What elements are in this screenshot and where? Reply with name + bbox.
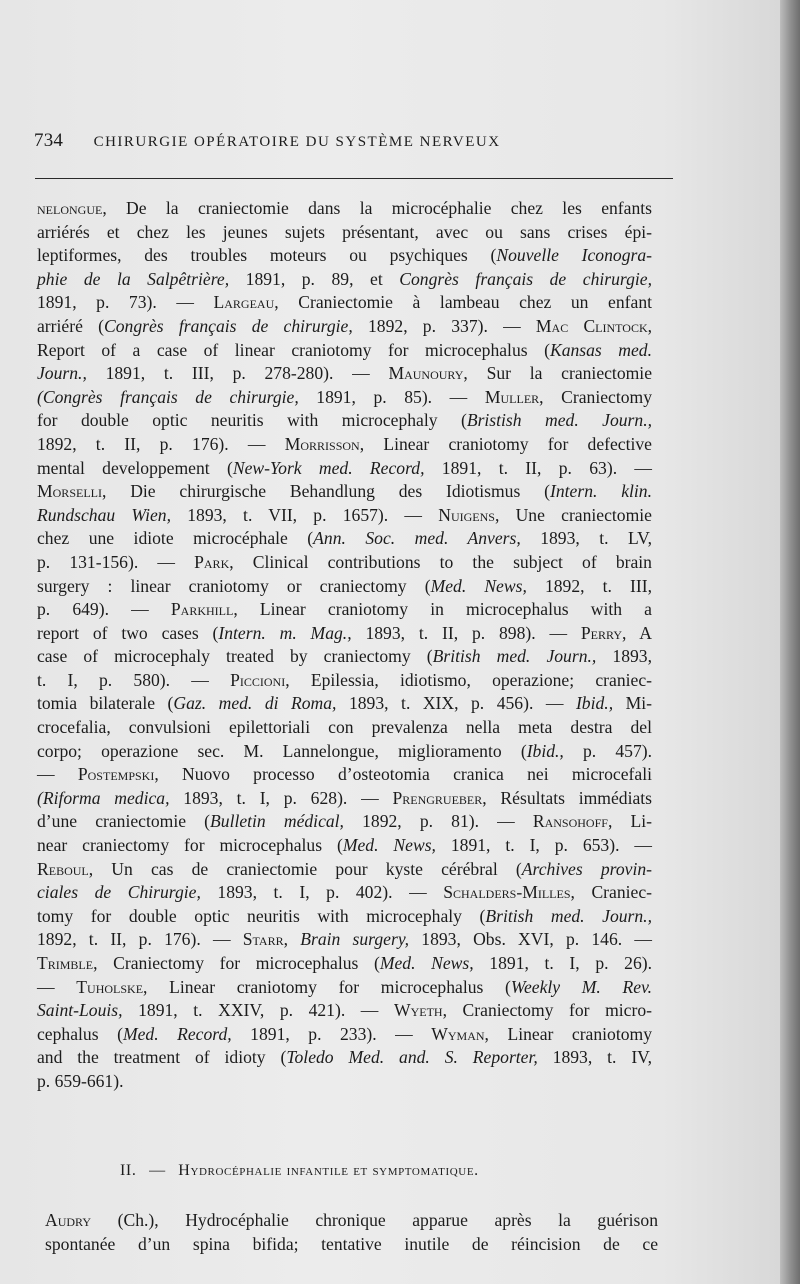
author-name: Morrisson, — [284, 433, 365, 454]
text-line — [37, 622, 652, 646]
text-run: 1891, t. II, p. 63). — — [424, 457, 652, 478]
text-run: 1893, — [596, 646, 652, 667]
text-run: surgery : linear craniotomy or craniectomy ( — [37, 575, 431, 596]
text-line — [37, 409, 652, 433]
text-run: 1893, t. I, p. 402). — — [200, 882, 444, 903]
text-run: Linear craniotomy for defective — [364, 433, 652, 454]
text-run: spontanée d’un spina bifida; tentative inutile de réincision de ce — [45, 1234, 658, 1254]
section-title: Hydrocéphalie infantile et symptomatique. — [178, 1162, 479, 1179]
text-run: 1891, t. I, p. 653). — — [435, 835, 652, 856]
journal-title: Ibid., — [575, 693, 614, 714]
journal-title: Toledo Med. and. S. Reporter, — [286, 1047, 538, 1068]
text-run: A — [626, 622, 652, 643]
journal-title: Bulletin médical, — [210, 811, 344, 832]
text-line — [37, 716, 652, 740]
text-run: near craniectomy for microcephalus ( — [37, 835, 343, 856]
text-run: and the treatment of idioty ( — [37, 1047, 287, 1068]
text-run: mental developpement ( — [37, 457, 233, 478]
text-run — [288, 929, 300, 949]
author-name: Audry — [45, 1210, 92, 1230]
text-line — [37, 527, 652, 551]
journal-title: Journ., — [37, 363, 87, 384]
journal-title: Ibid., — [526, 740, 564, 761]
author-name: Piccioni, — [230, 669, 290, 690]
journal-title: Weekly M. Rev. — [510, 976, 652, 997]
text-line — [37, 763, 652, 787]
author-name: Largeau, — [213, 292, 279, 313]
author-name: Starr, — [242, 929, 288, 950]
text-run: Linear craniotomy for microcephalus ( — [147, 976, 511, 997]
text-run: Une craniectomie — [499, 504, 652, 525]
text-run: 1893, t. VII, p. 1657). — — [171, 504, 439, 525]
text-line — [37, 504, 652, 528]
text-line — [37, 551, 652, 575]
text-line — [37, 858, 652, 882]
author-name: Park, — [194, 551, 234, 572]
text-line — [37, 692, 652, 716]
author-name: Muller, — [484, 386, 544, 407]
text-line — [37, 457, 652, 481]
text-run: arriéré ( — [37, 315, 104, 336]
text-run: Linear craniotomy in microcephalus with a — [237, 599, 652, 620]
page-gutter-edge — [780, 0, 800, 1284]
text-run: corpo; operazione sec. M. Lannelongue, miglioramento ( — [37, 740, 527, 761]
section-paragraph — [45, 1208, 658, 1256]
journal-title: Gaz. med. di Roma, — [173, 693, 337, 714]
journal-title: Med. News, — [430, 575, 527, 596]
author-name: Postempski, — [77, 764, 159, 785]
text-line — [37, 810, 652, 834]
text-run: t. I, p. 580). — — [37, 669, 231, 690]
text-run: 1892, t. III, — [526, 575, 652, 596]
text-run: Report of a case of linear craniotomy for microcephalus ( — [37, 339, 550, 360]
text-run: 1892, t. II, p. 176). — — [37, 433, 285, 454]
text-run: Li- — [612, 811, 652, 832]
text-line — [37, 339, 652, 363]
text-line — [37, 315, 652, 339]
text-run: crocefalia, convulsioni epilettoriali con prevalenza nella meta destra del — [37, 717, 652, 738]
running-head — [34, 130, 754, 152]
text-run: 1893, t. I, p. 628). — — [169, 787, 393, 808]
text-run: case of microcephaly treated by craniectomy ( — [37, 646, 433, 667]
text-run: p. 131-156). — — [37, 551, 195, 572]
text-line — [37, 881, 652, 905]
text-line — [37, 999, 652, 1023]
journal-title: Archives provin- — [521, 858, 652, 879]
text-run: Sur la craniectomie — [467, 363, 652, 384]
text-run: for double optic neuritis with microcephaly ( — [37, 410, 467, 431]
text-run: cephalus ( — [37, 1023, 123, 1044]
text-line — [37, 952, 652, 976]
journal-title: Med. Record, — [122, 1023, 232, 1044]
text-run: Craniectomy — [543, 386, 652, 407]
author-name: nelongue, — [37, 198, 107, 218]
text-run: 1891, t. XXIV, p. 421). — — [122, 1000, 394, 1021]
journal-title: Rundschau Wien, — [37, 504, 171, 525]
text-run: leptiformes, des troubles moteurs ou psychiques ( — [37, 245, 497, 266]
author-name: Trimble, — [37, 953, 98, 973]
text-line — [37, 386, 652, 410]
author-name: Ransohoff, — [532, 811, 613, 832]
text-run: p. 659-661). — [37, 1070, 124, 1091]
text-run: 1891, t. I, p. 26). — [473, 953, 652, 973]
text-line — [37, 976, 652, 1000]
text-run: 1891, p. 73). — — [37, 292, 214, 313]
section-heading — [120, 1162, 620, 1180]
text-run: — — [37, 764, 78, 785]
author-name: Maunoury, — [388, 363, 468, 384]
text-line — [37, 598, 652, 622]
author-name: Tuholske, — [76, 976, 148, 997]
journal-title: British med. Journ., — [432, 646, 597, 667]
text-run: d’une craniectomie ( — [37, 811, 211, 832]
text-line — [37, 834, 652, 858]
text-run: (Ch.), Hydrocéphalie chronique apparue après la guérison — [91, 1210, 658, 1230]
text-run: tomia bilaterale ( — [37, 693, 174, 714]
author-name: Wyman, — [431, 1023, 489, 1044]
journal-title: ciales de Chirurgie, — [37, 882, 201, 903]
journal-title: Bristish med. Journ., — [466, 410, 652, 431]
text-run: p. 649). — — [37, 599, 171, 620]
journal-title: Nouvelle Iconogra- — [496, 245, 652, 266]
text-run: 1891, p. 233). — — [231, 1023, 432, 1044]
author-name: Nuigens, — [438, 504, 500, 525]
text-line — [37, 1070, 652, 1094]
text-line — [37, 480, 652, 504]
text-line — [37, 1023, 652, 1047]
author-name: Parkhill, — [170, 599, 238, 620]
journal-title: Med. News, — [379, 953, 474, 973]
text-line — [37, 268, 652, 292]
journal-title: British med. Journ., — [485, 905, 652, 926]
text-line — [37, 362, 652, 386]
text-run: Linear craniotomy — [488, 1023, 653, 1044]
text-line — [37, 740, 652, 764]
text-line — [37, 905, 652, 929]
text-run: 1893, t. XIX, p. 456). — — [336, 693, 576, 714]
text-line — [37, 575, 652, 599]
author-name: Mac Clintock, — [535, 315, 653, 336]
running-title: CHIRURGIE OPÉRATOIRE DU SYSTÈME NERVEUX — [93, 134, 501, 150]
author-name: Morselli, — [37, 481, 107, 502]
text-line — [37, 197, 652, 221]
text-line — [37, 669, 652, 693]
text-run: chez une idiote microcéphale ( — [37, 528, 314, 549]
text-run: Mi- — [613, 693, 652, 714]
text-line — [37, 244, 652, 268]
text-line — [37, 221, 652, 245]
journal-title: Med. News, — [342, 835, 436, 856]
text-line — [45, 1208, 658, 1232]
text-run: 1892, p. 81). — — [343, 811, 533, 832]
bibliography-paragraph — [37, 197, 652, 1094]
text-run: Craniectomy for micro- — [446, 1000, 652, 1021]
text-run: Craniec- — [574, 882, 653, 903]
text-line — [37, 1046, 652, 1070]
text-line — [37, 645, 652, 669]
text-run: 1892, p. 337). — — [352, 315, 536, 336]
journal-title: Congrès français de chirurgie, — [103, 315, 353, 336]
text-run: report of two cases ( — [37, 622, 219, 643]
text-run: 1893, t. LV, — [520, 528, 652, 549]
text-run: Craniectomie à lambeau chez un enfant — [278, 292, 653, 313]
text-run: arriérés et chez les jeunes sujets présentant, avec ou sans crises épi- — [37, 221, 652, 242]
text-run: 1891, p. 85). — — [298, 386, 485, 407]
header-rule — [35, 178, 673, 179]
journal-title: (Congrès français de chirurgie, — [37, 386, 299, 407]
text-run: 1891, p. 89, et — [229, 268, 400, 289]
journal-title: (Riforma medica, — [37, 787, 170, 808]
text-run: De la craniectomie dans la microcéphalie chez les enfants — [106, 198, 652, 218]
text-run: Résultats immédiats — [486, 787, 652, 808]
text-line — [37, 433, 652, 457]
journal-title: Ann. Soc. med. Anvers, — [313, 528, 521, 549]
author-name: Wyeth, — [393, 1000, 447, 1021]
text-run: 1893, t. IV, — [537, 1047, 653, 1068]
journal-title: New-York med. Record, — [232, 457, 425, 478]
text-run: 1893, Obs. XVI, p. 146. — — [409, 929, 652, 950]
text-run: 1891, t. III, p. 278-280). — — [86, 363, 389, 384]
text-run: Craniectomy for microcephalus ( — [97, 953, 380, 973]
journal-title: Intern. klin. — [550, 481, 653, 502]
author-name: Perry, — [580, 622, 627, 643]
text-run: Nuovo processo d’osteotomia cranica nei microcefali — [158, 764, 652, 785]
journal-title: Saint-Louis, — [37, 1000, 123, 1021]
author-name: Reboul, — [37, 858, 94, 879]
author-name: Prengrueber, — [392, 787, 487, 808]
text-run: Epilessia, idiotismo, operazione; craniec- — [289, 669, 652, 690]
text-run: 1893, t. II, p. 898). — — [351, 622, 581, 643]
journal-title: Intern. m. Mag., — [218, 622, 352, 643]
text-line — [37, 928, 652, 952]
text-line — [37, 787, 652, 811]
text-run: Clinical contributions to the subject of brain — [233, 551, 652, 572]
section-number: II. — [120, 1162, 137, 1179]
text-run: — — [37, 976, 77, 997]
journal-title: Congrès français de chirurgie, — [399, 268, 652, 289]
journal-title: phie de la Salpêtrière, — [37, 268, 230, 289]
text-run: tomy for double optic neuritis with microcephaly ( — [37, 905, 486, 926]
author-name: Schalders-Milles, — [443, 882, 575, 903]
page-number: 734 — [34, 130, 64, 151]
journal-title: Kansas med. — [549, 339, 652, 360]
text-run: 1892, t. II, p. 176). — — [37, 929, 243, 950]
text-line — [37, 291, 652, 315]
text-run: p. 457). — [563, 740, 652, 761]
section-dash: — — [149, 1162, 166, 1179]
text-run: Un cas de craniectomie pour kyste cérébral ( — [93, 858, 522, 879]
text-run: Die chirurgische Behandlung des Idiotismus ( — [106, 481, 550, 502]
journal-title: Brain surgery, — [300, 929, 410, 950]
text-line — [45, 1232, 658, 1256]
